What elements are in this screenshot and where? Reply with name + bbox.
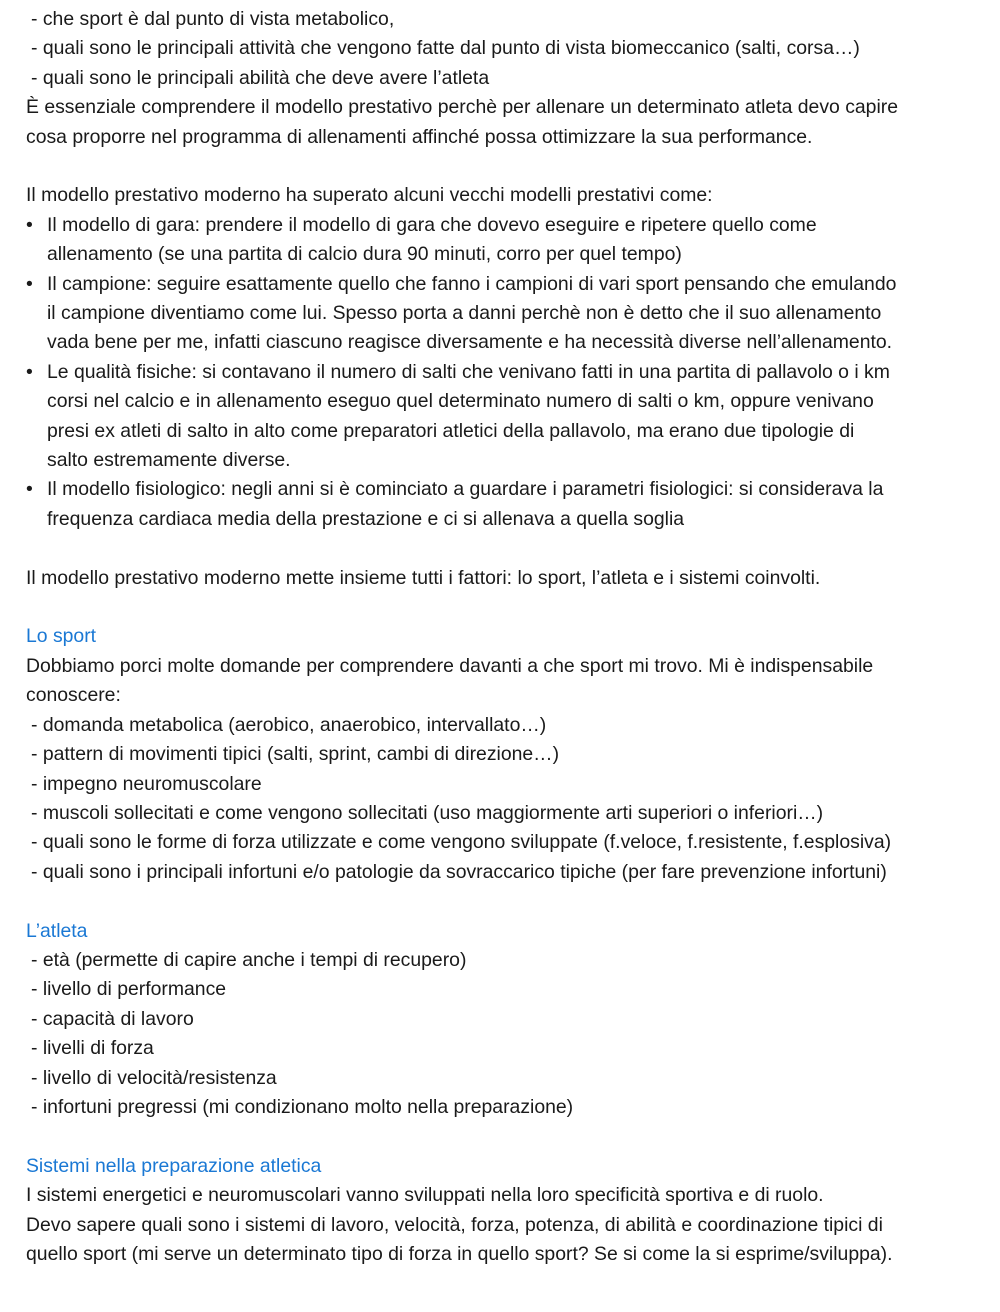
list-item: - muscoli sollecitati e come vengono sollecitati (uso maggiormente arti superiori o inferiori…) <box>31 801 824 824</box>
bullet-icon: • <box>26 478 33 501</box>
bullet-icon: • <box>26 272 33 295</box>
list-item: - quali sono le principali abilità che deve avere l’atleta <box>31 66 490 89</box>
bullet-icon: • <box>26 360 33 383</box>
list-item: - età (permette di capire anche i tempi di recupero) <box>31 948 467 971</box>
list-item: - livello di performance <box>31 978 227 1001</box>
section-heading: L’atleta <box>26 919 88 942</box>
athlete-section <box>26 917 980 1123</box>
list-item: - quali sono i principali infortuni e/o patologie da sovraccarico tipiche (per fare prevenzione infortuni) <box>31 860 887 883</box>
intro-paragraph <box>26 93 980 152</box>
section-heading: Sistemi nella preparazione atletica <box>26 1154 322 1177</box>
old-models-list <box>26 211 980 534</box>
spacer <box>26 152 980 181</box>
paragraph-line: cosa proporre nel programma di allenamenti affinché possa ottimizzare la sua performance. <box>26 125 813 148</box>
list-item: - livelli di forza <box>31 1037 154 1060</box>
sport-section <box>26 622 980 887</box>
list-item-line: il campione diventiamo come lui. Spesso porta a danni perchè non è detto che il suo allenamento <box>47 302 882 325</box>
list-item-line: frequenza cardiaca media della prestazione e ci si allenava a quella soglia <box>47 507 685 530</box>
list-item: - impegno neuromuscolare <box>31 772 262 795</box>
old-models-intro: Il modello prestativo moderno ha superato alcuni vecchi modelli prestativi come: <box>26 184 713 207</box>
list-item-line: presi ex atleti di salto in alto come preparatori atletici della pallavolo, ma erano due tipologie di <box>47 419 855 442</box>
list-item-line: Il modello di gara: prendere il modello di gara che dovevo eseguire e ripetere quello come <box>47 213 817 236</box>
list-item: - domanda metabolica (aerobico, anaerobico, intervallato…) <box>31 713 547 736</box>
list-item-line: vada bene per me, infatti ciascuno reagisce diversamente e ha necessità diverse nell’allenamento. <box>47 331 893 354</box>
paragraph-line: Dobbiamo porci molte domande per comprendere davanti a che sport mi trovo. Mi è indispensabile <box>26 654 874 677</box>
list-item <box>26 475 980 534</box>
paragraph-line: Devo sapere quali sono i sistemi di lavoro, velocità, forza, potenza, di abilità e coordinazione tipici di <box>26 1213 883 1236</box>
list-item: - pattern di movimenti tipici (salti, sprint, cambi di direzione…) <box>31 743 560 766</box>
paragraph-line: I sistemi energetici e neuromuscolari vanno sviluppati nella loro specificità sportiva e di ruolo. <box>26 1184 824 1207</box>
list-item: - infortuni pregressi (mi condizionano molto nella preparazione) <box>31 1095 574 1118</box>
list-item-line: corsi nel calcio e in allenamento eseguo quel determinato numero di salti o km, oppure venivano <box>47 390 874 413</box>
intro-dash-list <box>26 5 980 93</box>
spacer <box>26 593 980 622</box>
list-item-line: allenamento (se una partita di calcio dura 90 minuti, corro per quel tempo) <box>47 243 682 266</box>
list-item: - quali sono le principali attività che vengono fatte dal punto di vista biomeccanico (salti, corsa…) <box>31 37 860 60</box>
list-item: - capacità di lavoro <box>31 1007 194 1030</box>
list-item: - che sport è dal punto di vista metabolico, <box>31 8 395 30</box>
list-item: - quali sono le forme di forza utilizzate e come vengono sviluppate (f.veloce, f.resistente, f.esplosiva) <box>31 831 892 854</box>
section-heading: Lo sport <box>26 625 97 648</box>
systems-section <box>26 1152 980 1270</box>
spacer <box>26 887 980 916</box>
bullet-icon: • <box>26 213 33 236</box>
list-item: - livello di velocità/resistenza <box>31 1066 277 1089</box>
list-item-line: Le qualità fisiche: si contavano il numero di salti che venivano fatti in una partita di pallavolo o i km <box>47 360 890 383</box>
list-item <box>26 358 980 476</box>
paragraph-line: conoscere: <box>26 684 121 707</box>
paragraph-line: quello sport (mi serve un determinato tipo di forza in quello sport? Se si come la si esprime/sviluppa). <box>26 1242 893 1265</box>
paragraph-line: È essenziale comprendere il modello prestativo perchè per allenare un determinato atleta devo capire <box>26 96 899 119</box>
list-item <box>26 270 980 358</box>
list-item-line: Il modello fisiologico: negli anni si è cominciato a guardare i parametri fisiologici: si considerava la <box>47 478 884 501</box>
list-item-line: Il campione: seguire esattamente quello che fanno i campioni di vari sport pensando che emulando <box>47 272 897 295</box>
modern-model-summary: Il modello prestativo moderno mette insieme tutti i fattori: lo sport, l’atleta e i sistemi coinvolti. <box>26 566 821 589</box>
spacer <box>26 534 980 563</box>
list-item-line: salto estremamente diverse. <box>47 449 291 472</box>
spacer <box>26 1122 980 1151</box>
list-item <box>26 211 980 270</box>
